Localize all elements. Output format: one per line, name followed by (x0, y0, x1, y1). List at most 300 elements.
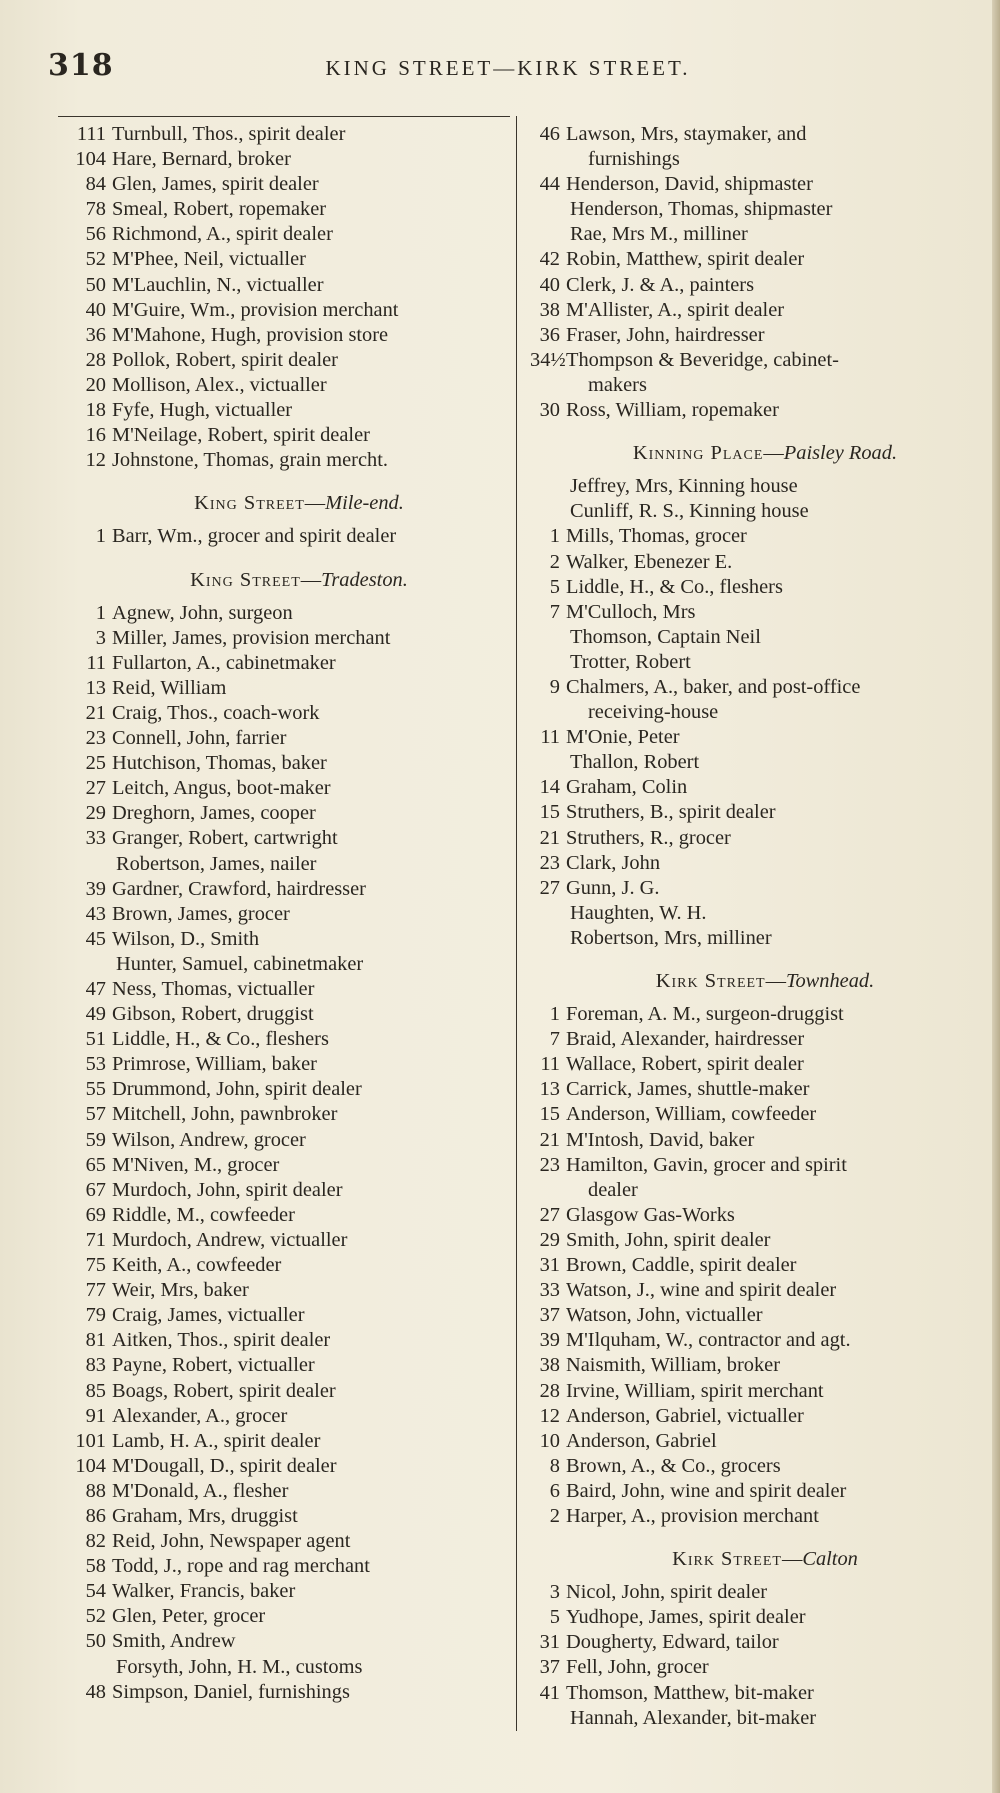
house-number: 21 (539, 1128, 560, 1151)
house-number: 23 (539, 851, 560, 874)
house-number: 39 (85, 877, 106, 900)
directory-entry (530, 926, 970, 951)
house-number (530, 926, 566, 951)
entry-text: Craig, James, victualler (112, 1304, 305, 1327)
directory-entry (58, 1253, 510, 1278)
entry-text: Brown, James, grocer (112, 902, 290, 925)
directory-entry (530, 247, 970, 272)
house-number: 86 (85, 1504, 106, 1527)
house-number (530, 650, 566, 675)
directory-entry (530, 625, 970, 650)
section-street-name: King Street (190, 568, 301, 591)
entry-text: Fraser, John, hairdresser (566, 323, 765, 346)
house-number: 25 (85, 752, 106, 775)
house-number: 69 (85, 1203, 106, 1226)
entry-text: Miller, James, provision merchant (112, 626, 391, 649)
directory-entry (58, 348, 510, 373)
house-number: 27 (85, 777, 106, 800)
section-locality: Calton (802, 1548, 858, 1571)
directory-entry (530, 775, 970, 800)
directory-entry (58, 1353, 510, 1378)
entry-text: Smeal, Robert, ropemaker (112, 198, 327, 221)
entry-text: Carrick, James, shuttle-maker (566, 1078, 810, 1101)
directory-entry (530, 1706, 970, 1731)
directory-entry (58, 651, 510, 676)
house-number: 1 (95, 601, 106, 624)
directory-entry (58, 147, 510, 172)
directory-entry (530, 172, 970, 197)
entry-text: furnishings (588, 148, 680, 171)
house-number: 83 (85, 1354, 106, 1377)
entry-text: Anderson, William, cowfeeder (566, 1103, 817, 1126)
house-number: 29 (539, 1228, 560, 1251)
directory-entry (58, 626, 510, 651)
directory-entry (58, 1027, 510, 1052)
house-number: 6 (549, 1479, 560, 1502)
directory-entry (530, 222, 970, 247)
directory-entry (530, 725, 970, 750)
house-number (530, 474, 566, 499)
house-number: 5 (549, 1606, 560, 1629)
house-number: 28 (85, 348, 106, 371)
directory-entry (530, 851, 970, 876)
house-number: 50 (85, 1630, 106, 1653)
entry-text: Agnew, John, surgeon (112, 601, 293, 624)
directory-entry (530, 1404, 970, 1429)
entry-text: Gardner, Crawford, hairdresser (112, 877, 366, 900)
house-number: 37 (539, 1304, 560, 1327)
directory-entry (58, 952, 510, 977)
section-spacer (58, 473, 510, 491)
directory-entry (530, 1630, 970, 1655)
house-number: 1 (549, 1003, 560, 1026)
house-number: 2 (549, 550, 560, 573)
entry-text: Aitken, Thos., spirit dealer (112, 1329, 331, 1352)
house-number: 21 (85, 701, 106, 724)
house-number: 18 (85, 399, 106, 422)
house-number: 101 (75, 1429, 106, 1452)
house-number: 84 (85, 173, 106, 196)
entry-text: Payne, Robert, victualler (112, 1354, 315, 1377)
house-number: 23 (85, 727, 106, 750)
directory-entry (58, 1504, 510, 1529)
directory-entry (58, 1328, 510, 1353)
entry-text: M'Onie, Peter (566, 726, 680, 749)
entry-text: Primrose, William, baker (112, 1053, 317, 1076)
section-street-name: Kirk Street (672, 1548, 782, 1571)
house-number: 81 (85, 1329, 106, 1352)
entry-text: Liddle, H., & Co., fleshers (112, 1028, 329, 1051)
directory-entry (58, 1629, 510, 1654)
entry-text: M'Ilquham, W., contractor and agt. (566, 1329, 851, 1352)
directory-entry (58, 1228, 510, 1253)
entry-text: Irvine, William, spirit merchant (566, 1379, 824, 1402)
directory-entry (58, 1604, 510, 1629)
directory-entry (58, 877, 510, 902)
entry-text: Walker, Ebenezer E. (566, 550, 733, 573)
entry-text: M'Culloch, Mrs (566, 600, 696, 623)
section-street-name: Kirk Street (655, 970, 766, 992)
directory-entry (58, 1102, 510, 1127)
page-header (48, 44, 968, 84)
house-number: 45 (85, 927, 106, 950)
directory-entry (530, 1253, 970, 1278)
house-number: 43 (85, 902, 106, 925)
directory-entry (530, 1027, 970, 1052)
directory-entry (530, 826, 970, 851)
house-number: 36 (85, 323, 106, 346)
entry-text: Ross, William, ropemaker (566, 399, 779, 422)
house-number: 54 (85, 1580, 106, 1603)
house-number: 27 (539, 1203, 560, 1226)
house-number: 1 (549, 525, 560, 548)
entry-text: Gibson, Robert, druggist (112, 1003, 314, 1026)
directory-entry (58, 1303, 510, 1328)
house-number: 56 (85, 223, 106, 246)
directory-entry (530, 675, 970, 700)
section-spacer (58, 516, 510, 524)
entry-text: Anderson, Gabriel (566, 1429, 717, 1452)
directory-entry (530, 298, 970, 323)
house-number: 34½ (530, 348, 566, 371)
house-number: 28 (539, 1379, 560, 1402)
entry-text: Cunliff, R. S., Kinning house (570, 500, 809, 523)
directory-entry (530, 800, 970, 825)
entry-text: dealer (588, 1178, 638, 1201)
section-locality: Mile-end. (325, 492, 404, 515)
house-number: 59 (85, 1128, 106, 1151)
entry-text: M'Lauchlin, N., victualler (112, 273, 324, 296)
entry-text: Lawson, Mrs, staymaker, and (566, 123, 807, 145)
house-number: 11 (86, 651, 106, 674)
section-street-name: Kinning Place (632, 442, 764, 465)
left-column (58, 122, 510, 1705)
directory-entry (58, 601, 510, 626)
entry-text: Pollok, Robert, spirit dealer (112, 348, 338, 371)
entry-text: M'Phee, Neil, victualler (112, 248, 306, 271)
directory-entry (530, 1328, 970, 1353)
directory-entry (530, 1479, 970, 1504)
directory-entry (58, 1002, 510, 1027)
directory-entry (530, 1278, 970, 1303)
entry-text: Fullarton, A., cabinetmaker (112, 651, 336, 674)
house-number: 16 (85, 424, 106, 447)
entry-text: Riddle, M., cowfeeder (112, 1203, 295, 1226)
entry-text: Connell, John, farrier (112, 727, 287, 750)
directory-entry (530, 1203, 970, 1228)
directory-entry (530, 524, 970, 549)
house-number: 111 (76, 123, 106, 145)
column-divider (516, 116, 517, 1731)
section-locality: Tradeston. (321, 568, 408, 591)
section-spacer (530, 1529, 970, 1547)
house-number: 3 (95, 626, 106, 649)
entry-text: Hutchison, Thomas, baker (112, 752, 327, 775)
entry-text: Glen, James, spirit dealer (112, 173, 319, 196)
section-dash: — (300, 568, 322, 591)
directory-entry (58, 423, 510, 448)
entry-text: Haughten, W. H. (570, 901, 707, 924)
entry-text: Mitchell, John, pawnbroker (112, 1103, 338, 1126)
section-street-name: King Street (194, 492, 305, 515)
entry-text: Chalmers, A., baker, and post-office (566, 675, 861, 698)
entry-text: Struthers, B., spirit dealer (566, 801, 776, 824)
directory-entry (530, 1454, 970, 1479)
house-number: 44 (539, 173, 560, 196)
directory-entry (58, 524, 510, 549)
house-number: 21 (539, 826, 560, 849)
directory-entry (530, 147, 970, 172)
directory-entry (530, 1429, 970, 1454)
house-number: 67 (85, 1178, 106, 1201)
house-number: 33 (85, 827, 106, 850)
entry-text: Rae, Mrs M., milliner (570, 223, 748, 246)
house-number: 91 (85, 1404, 106, 1427)
house-number: 5 (549, 575, 560, 598)
entry-text: Wilson, D., Smith (112, 927, 260, 950)
entry-text: M'Guire, Wm., provision merchant (112, 298, 399, 321)
house-number: 51 (85, 1028, 106, 1051)
entry-text: Leitch, Angus, boot-maker (112, 777, 331, 800)
house-number: 82 (85, 1530, 106, 1553)
house-number: 55 (85, 1078, 106, 1101)
entry-text: Anderson, Gabriel, victualler (566, 1404, 804, 1427)
entry-text: Baird, John, wine and spirit dealer (566, 1479, 847, 1502)
entry-text: M'Mahone, Hugh, provision store (112, 323, 389, 346)
house-number: 79 (85, 1304, 106, 1327)
house-number (530, 222, 566, 247)
directory-entry (530, 750, 970, 775)
entry-text: Hunter, Samuel, cabinetmaker (116, 952, 364, 975)
entry-text: Craig, Thos., coach-work (112, 701, 320, 724)
entry-text: Brown, Caddle, spirit dealer (566, 1254, 797, 1277)
entry-text: Fell, John, grocer (566, 1656, 709, 1679)
entry-text: M'Niven, M., grocer (112, 1153, 280, 1176)
directory-entry (58, 1278, 510, 1303)
house-number: 38 (539, 298, 560, 321)
entry-text: Jeffrey, Mrs, Kinning house (570, 475, 798, 498)
house-number: 7 (549, 1028, 560, 1051)
directory-entry (58, 726, 510, 751)
directory-entry (58, 776, 510, 801)
entry-text: Mollison, Alex., victualler (112, 373, 327, 396)
directory-entry (530, 600, 970, 625)
directory-entry (58, 273, 510, 298)
section-dash: — (781, 1548, 803, 1571)
house-number: 12 (85, 449, 106, 472)
entry-text: M'Dougall, D., spirit dealer (112, 1454, 337, 1477)
directory-entry (530, 1655, 970, 1680)
house-number (58, 1655, 112, 1680)
house-number: 40 (85, 298, 106, 321)
house-number: 12 (539, 1404, 560, 1427)
house-number (530, 499, 566, 524)
house-number: 65 (85, 1153, 106, 1176)
page-edge (992, 0, 1000, 1793)
directory-entry (58, 902, 510, 927)
entry-text: Reid, John, Newspaper agent (112, 1530, 351, 1553)
directory-entry (530, 1178, 970, 1203)
directory-entry (530, 1681, 970, 1706)
house-number: 13 (85, 676, 106, 699)
entry-text: Watson, John, victualler (566, 1304, 763, 1327)
directory-entry (530, 1303, 970, 1328)
directory-entry (58, 977, 510, 1002)
entry-text: Glasgow Gas-Works (566, 1203, 735, 1226)
entry-text: Murdoch, Andrew, victualler (112, 1228, 348, 1251)
house-number: 104 (75, 1454, 106, 1477)
section-locality: Townhead. (786, 970, 875, 992)
house-number: 52 (85, 1605, 106, 1628)
entry-text: Dreghorn, James, cooper (112, 802, 316, 825)
entry-text: Braid, Alexander, hairdresser (566, 1028, 805, 1051)
entry-text: receiving-house (588, 701, 719, 724)
directory-entry (58, 1203, 510, 1228)
house-number: 50 (85, 273, 106, 296)
directory-entry (58, 826, 510, 851)
running-head: KING STREET—KIRK STREET. (325, 56, 691, 80)
house-number: 75 (85, 1254, 106, 1277)
house-number: 9 (549, 675, 560, 698)
entry-text: M'Donald, A., flesher (112, 1479, 289, 1502)
directory-entry (58, 448, 510, 473)
directory-entry (530, 575, 970, 600)
house-number: 47 (85, 978, 106, 1000)
entry-text: Graham, Mrs, druggist (112, 1504, 298, 1527)
directory-entry (530, 650, 970, 675)
entry-text: Wilson, Andrew, grocer (112, 1128, 306, 1151)
house-number: 38 (539, 1354, 560, 1377)
house-number: 11 (540, 726, 560, 749)
directory-entry (530, 876, 970, 901)
directory-entry (58, 1579, 510, 1604)
entry-text: Smith, John, spirit dealer (566, 1228, 771, 1251)
house-number: 27 (539, 876, 560, 899)
directory-entry (530, 1353, 970, 1378)
entry-text: Harper, A., provision merchant (566, 1504, 819, 1527)
house-number: 46 (539, 123, 560, 145)
entry-text: M'Neilage, Robert, spirit dealer (112, 424, 370, 447)
house-number (530, 901, 566, 926)
entry-text: Smith, Andrew (112, 1630, 236, 1653)
entry-text: Thallon, Robert (570, 751, 700, 774)
directory-entry (530, 398, 970, 423)
directory-entry (530, 901, 970, 926)
house-number (530, 1178, 566, 1203)
section-dash: — (765, 970, 786, 992)
section-spacer (530, 1572, 970, 1580)
entry-text: Barr, Wm., grocer and spirit dealer (112, 525, 397, 548)
directory-entry (58, 701, 510, 726)
entry-text: Gunn, J. G. (566, 876, 660, 899)
house-number: 40 (539, 273, 560, 296)
house-number (530, 625, 566, 650)
entry-text: Fyfe, Hugh, victualler (112, 399, 293, 422)
house-number: 1 (95, 525, 106, 548)
directory-entry (530, 1504, 970, 1529)
directory-entry (530, 1580, 970, 1605)
house-number (530, 147, 566, 172)
entry-text: Struthers, R., grocer (566, 826, 731, 849)
directory-entry (530, 323, 970, 348)
entry-text: Lamb, H. A., spirit dealer (112, 1429, 321, 1452)
entry-text: Weir, Mrs, baker (112, 1279, 249, 1302)
entry-text: Forsyth, John, H. M., customs (116, 1655, 363, 1678)
section-heading (530, 441, 970, 466)
section-spacer (530, 951, 970, 969)
entry-text: Trotter, Robert (570, 650, 691, 673)
directory-entry (58, 122, 510, 147)
entry-text: Johnstone, Thomas, grain mercht. (112, 449, 388, 472)
house-number (530, 197, 566, 222)
directory-entry (58, 676, 510, 701)
house-number: 71 (85, 1228, 106, 1251)
directory-entry (530, 197, 970, 222)
entry-text: Robertson, Mrs, milliner (570, 926, 772, 949)
entry-text: Granger, Robert, cartwright (112, 827, 338, 850)
house-number: 57 (85, 1103, 106, 1126)
house-number: 8 (549, 1454, 560, 1477)
directory-entry (530, 1052, 970, 1077)
directory-entry (530, 273, 970, 298)
directory-entry (530, 122, 970, 147)
entry-text: makers (588, 373, 647, 396)
directory-entry (58, 373, 510, 398)
entry-text: Henderson, David, shipmaster (566, 173, 813, 196)
house-number: 77 (85, 1279, 106, 1302)
entry-text: Wallace, Robert, spirit dealer (566, 1053, 804, 1076)
right-column (530, 122, 970, 1731)
entry-text: Reid, William (112, 676, 227, 699)
entry-text: Foreman, A. M., surgeon-druggist (566, 1003, 844, 1026)
header-rule (58, 116, 510, 117)
entry-text: Ness, Thomas, victualler (112, 978, 315, 1000)
entry-text: Murdoch, John, spirit dealer (112, 1178, 343, 1201)
entry-text: Thompson & Beveridge, cabinet- (566, 348, 839, 371)
directory-entry (58, 398, 510, 423)
house-number: 31 (539, 1254, 560, 1277)
directory-entry (530, 1002, 970, 1027)
house-number (530, 1706, 566, 1731)
directory-entry (530, 1102, 970, 1127)
house-number: 37 (539, 1656, 560, 1679)
house-number: 20 (85, 373, 106, 396)
house-number: 53 (85, 1053, 106, 1076)
directory-entry (530, 499, 970, 524)
entry-text: Hare, Bernard, broker (112, 148, 291, 171)
directory-entry (58, 801, 510, 826)
directory-entry (58, 298, 510, 323)
entry-text: Yudhope, James, spirit dealer (566, 1606, 806, 1629)
entry-text: Thomson, Matthew, bit-maker (566, 1681, 814, 1704)
house-number: 7 (549, 600, 560, 623)
entry-text: Clark, John (566, 851, 661, 874)
directory-entry (58, 927, 510, 952)
entry-text: Nicol, John, spirit dealer (566, 1581, 768, 1604)
section-locality: Paisley Road. (783, 442, 898, 465)
directory-entry (530, 550, 970, 575)
directory-entry (58, 1404, 510, 1429)
house-number: 41 (539, 1681, 560, 1704)
entry-text: Glen, Peter, grocer (112, 1605, 266, 1628)
entry-text: Liddle, H., & Co., fleshers (566, 575, 783, 598)
section-heading (58, 491, 510, 516)
directory-entry (530, 348, 970, 373)
house-number: 48 (85, 1680, 106, 1703)
entry-text: Thomson, Captain Neil (570, 625, 761, 648)
directory-entry (58, 751, 510, 776)
house-number (530, 373, 566, 398)
